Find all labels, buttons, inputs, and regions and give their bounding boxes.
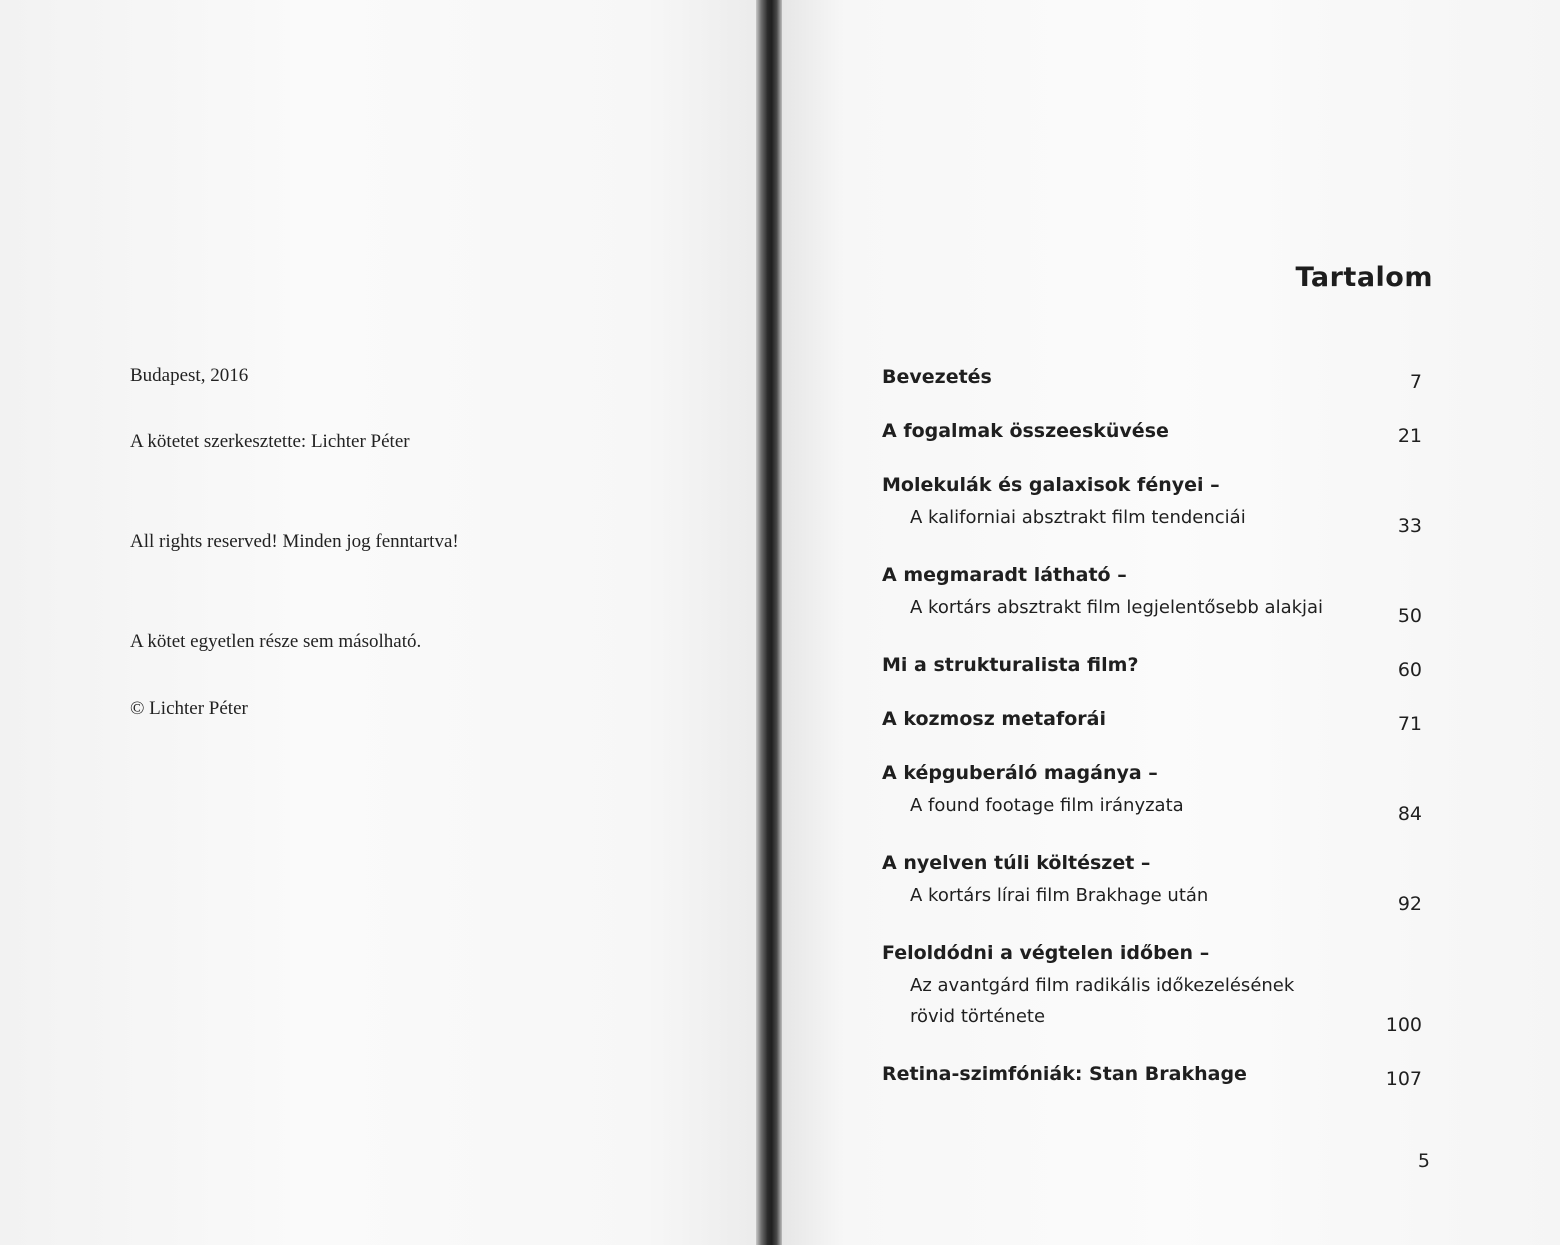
entry-subtitle: A kortárs absztrakt film legjelentősebb alakjai: [910, 597, 1324, 618]
left-page: [0, 0, 762, 1245]
entry-page: 92: [1397, 893, 1422, 915]
entry-title: Retina-szimfóniák: Stan Brakhage: [882, 1063, 1247, 1085]
page-number: 5: [1417, 1150, 1430, 1172]
entry-page: 60: [1397, 659, 1422, 681]
right-page: [782, 0, 1560, 1245]
toc-entry: [882, 473, 1422, 537]
entry-subtitle: A kaliforniai absztrakt film tendenciái: [910, 507, 1246, 528]
toc-entry: [882, 563, 1422, 627]
toc-entry: [882, 419, 1422, 447]
book-spine: [756, 0, 782, 1245]
no-copy-statement: A kötet egyetlen része sem másolható.: [130, 631, 422, 652]
place-year: Budapest, 2016: [130, 365, 249, 386]
entry-page: 71: [1397, 713, 1422, 735]
table-of-contents: [882, 365, 1422, 1116]
entry-page: 33: [1397, 515, 1422, 537]
entry-page: 100: [1385, 1014, 1422, 1036]
editor-credit: A kötetet szerkesztette: Lichter Péter: [130, 431, 410, 452]
copyright-notice: © Lichter Péter: [130, 698, 248, 719]
entry-subtitle-continued: rövid története: [910, 1006, 1046, 1027]
entry-title: Mi a strukturalista film?: [882, 654, 1139, 676]
toc-entry: [882, 653, 1422, 681]
toc-entry: [882, 761, 1422, 825]
entry-title: A képguberáló magánya –: [882, 762, 1158, 784]
toc-entry: [882, 365, 1422, 393]
toc-entry: [882, 1062, 1422, 1090]
entry-page: 21: [1397, 425, 1422, 447]
entry-page: 50: [1397, 605, 1422, 627]
entry-subtitle: A found footage film irányzata: [910, 795, 1184, 816]
entry-title: A fogalmak összeesküvése: [882, 420, 1169, 442]
entry-title: Molekulák és galaxisok fényei –: [882, 474, 1220, 496]
entry-page: 107: [1385, 1068, 1422, 1090]
entry-title: Feloldódni a végtelen időben –: [882, 942, 1210, 964]
entry-title: A megmaradt látható –: [882, 564, 1127, 586]
entry-page: 7: [1409, 371, 1422, 393]
toc-entry: [882, 707, 1422, 735]
toc-title: Tartalom: [1295, 262, 1433, 293]
rights-statement: All rights reserved! Minden jog fenntartva!: [130, 531, 459, 552]
entry-page: 84: [1397, 803, 1422, 825]
toc-entry: [882, 941, 1422, 1036]
entry-title: A kozmosz metaforái: [882, 708, 1107, 730]
toc-entry: [882, 851, 1422, 915]
entry-subtitle: A kortárs lírai film Brakhage után: [910, 885, 1209, 906]
entry-title: A nyelven túli költészet –: [882, 852, 1151, 874]
entry-subtitle: Az avantgárd film radikális időkezelésének: [910, 975, 1295, 996]
entry-title: Bevezetés: [882, 366, 992, 388]
